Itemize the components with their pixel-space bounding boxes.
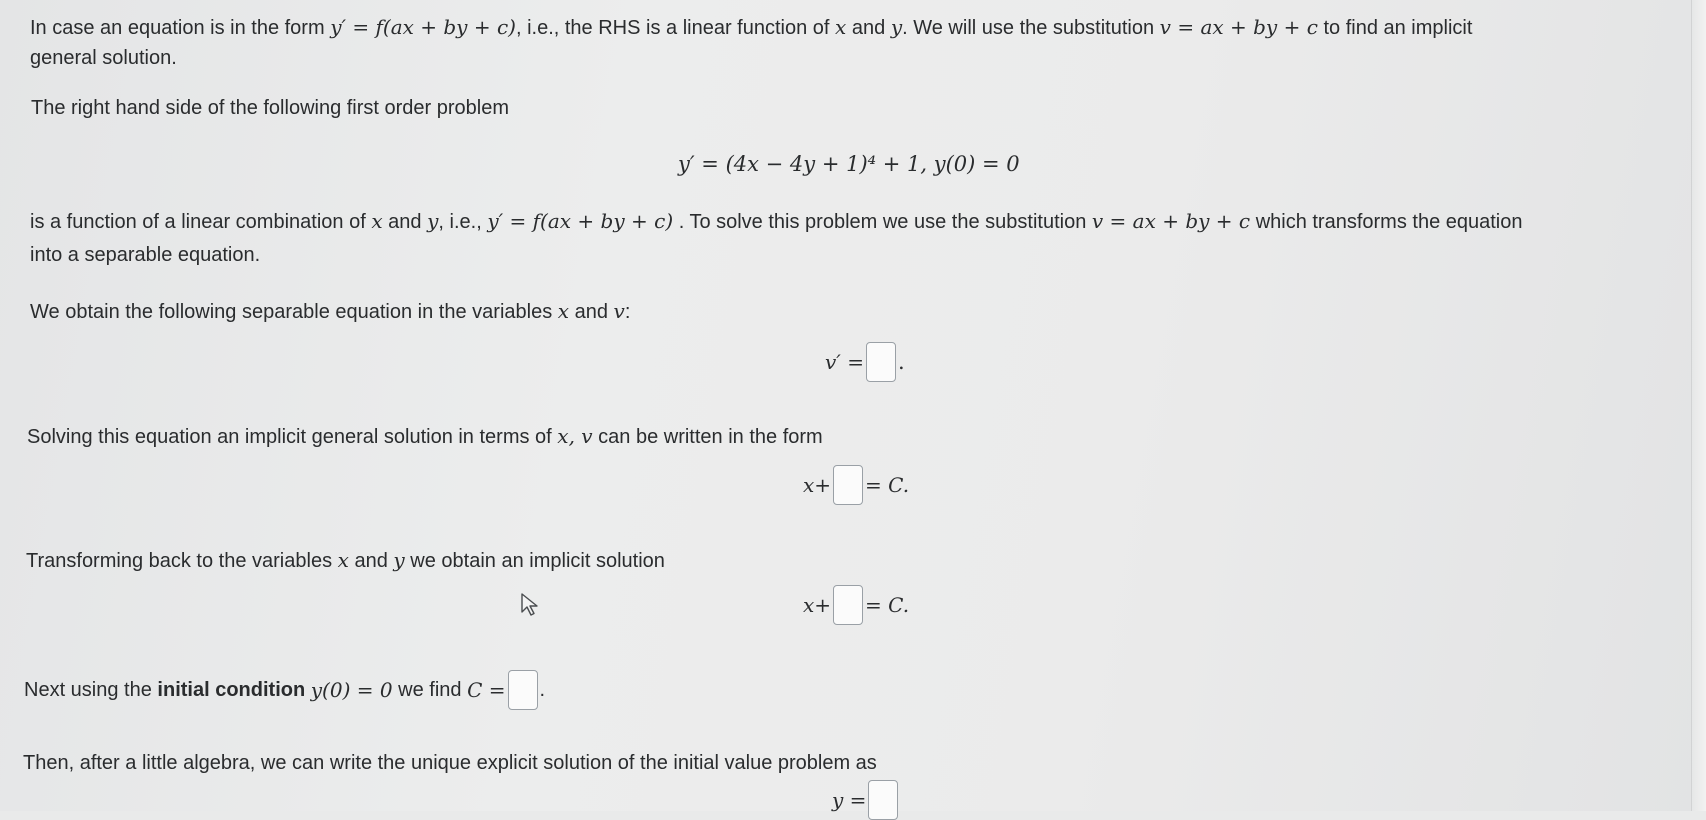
intro-line-1 xyxy=(30,12,1472,43)
separable-lead xyxy=(30,296,630,327)
desc-and: and xyxy=(388,211,422,233)
implicit-xv-vars: x, v xyxy=(557,424,593,448)
implicit-xy-answer-box[interactable] xyxy=(833,585,863,625)
separable-colon: : xyxy=(624,301,631,323)
intro-form-math: y′ = f(ax + by + c) xyxy=(330,15,516,39)
separable-equation xyxy=(825,342,905,382)
implicit-xv-prefix: Solving this equation an implicit general solution in terms of xyxy=(27,426,552,448)
desc-prefix: is a function of a linear combination of xyxy=(30,211,366,233)
problem-equation: y′ = (4x − 4y + 1)⁴ + 1, y(0) = 0 xyxy=(678,152,1020,176)
implicit-xy-var-y: y xyxy=(393,548,405,572)
separable-var-v: v xyxy=(613,299,625,323)
desc-mid2: . To solve this problem we use the substitution xyxy=(678,211,1087,233)
implicit-xv-suffix: can be written in the form xyxy=(598,426,823,448)
separable-and: and xyxy=(574,301,608,323)
separable-lhs: v′ = xyxy=(825,350,864,374)
desc-suffix: which transforms the equation xyxy=(1255,211,1523,233)
desc-var-x: x xyxy=(371,209,383,233)
intro-mid2: . We will use the substitution xyxy=(902,17,1155,39)
intro-suffix: to find an implicit xyxy=(1323,17,1473,39)
problem-lead: The right hand side of the following first order problem xyxy=(31,97,510,119)
desc-mid: , i.e., xyxy=(438,211,482,233)
y-answer-box[interactable] xyxy=(868,780,898,820)
explicit-lhs: y = xyxy=(832,788,867,812)
implicit-xy-var-x: x xyxy=(337,548,349,572)
implicit-xy-equation xyxy=(803,585,909,625)
initial-dot: . xyxy=(539,679,546,701)
desc-sub-math: v = ax + by + c xyxy=(1091,209,1251,233)
implicit-xy-and: and xyxy=(354,550,388,572)
intro-mid: , i.e., the RHS is a linear function of xyxy=(515,17,830,39)
problem-desc-line-2: into a separable equation. xyxy=(30,244,261,266)
intro-var-x: x xyxy=(835,15,847,39)
initial-lhs: C = xyxy=(467,678,506,702)
implicit-xy-rhs: = C. xyxy=(865,593,910,617)
v-prime-answer-box[interactable] xyxy=(866,342,896,382)
initial-mid: we find xyxy=(398,679,462,701)
implicit-xv-equation xyxy=(803,465,909,505)
mouse-pointer-icon xyxy=(520,592,542,618)
implicit-xv-lead xyxy=(27,421,823,452)
initial-bold: initial condition xyxy=(157,679,306,701)
problem-desc-line-1 xyxy=(30,206,1523,237)
separable-var-x: x xyxy=(557,299,570,323)
implicit-xv-lhs: x+ xyxy=(803,473,832,497)
implicit-xv-answer-box[interactable] xyxy=(833,465,863,505)
implicit-xy-lead xyxy=(26,545,665,576)
implicit-xv-rhs: = C. xyxy=(865,473,910,497)
intro-line-2: general solution. xyxy=(30,47,177,69)
intro-var-y: y xyxy=(890,15,903,39)
implicit-xy-suffix: we obtain an implicit solution xyxy=(410,550,665,572)
separable-lead-text: We obtain the following separable equation in the variables xyxy=(30,301,553,323)
intro-prefix: In case an equation is in the form xyxy=(30,17,325,39)
implicit-xy-lhs: x+ xyxy=(803,593,832,617)
explicit-lead: Then, after a little algebra, we can write the unique explicit solution of the initial value problem as xyxy=(23,752,877,774)
desc-var-y: y xyxy=(427,209,439,233)
initial-prefix: Next using the xyxy=(24,679,152,701)
implicit-xy-prefix: Transforming back to the variables xyxy=(26,550,333,572)
page-right-edge xyxy=(1691,0,1706,811)
c-answer-box[interactable] xyxy=(508,670,538,710)
separable-dot: . xyxy=(897,350,905,374)
initial-cond-math: y(0) = 0 xyxy=(310,678,393,702)
initial-condition-line xyxy=(24,670,545,710)
explicit-equation xyxy=(832,780,900,820)
desc-form-math: y′ = f(ax + by + c) xyxy=(487,209,674,233)
intro-and: and xyxy=(851,17,886,39)
intro-substitution-math: v = ax + by + c xyxy=(1159,15,1318,39)
